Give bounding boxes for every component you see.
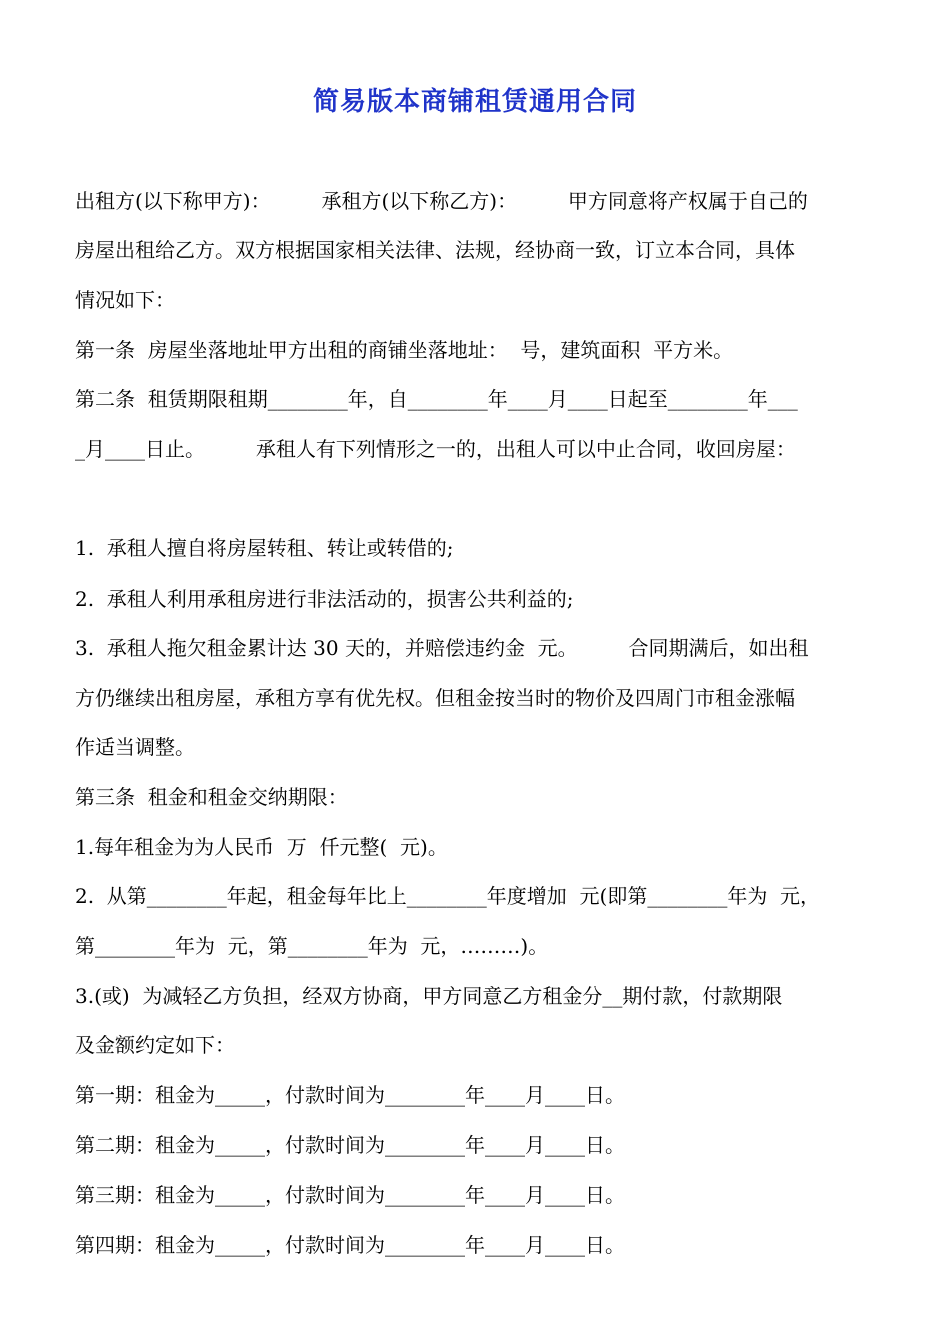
article-2-line: 第二条 租赁期限租期________年，自________年____月____日起至________年___ bbox=[75, 387, 798, 411]
installment-line: 第二期：租金为_____，付款时间为________年____月____日。 bbox=[75, 1133, 625, 1157]
list-item: 1.每年租金为为人民币 万 仟元整( 元)。 bbox=[75, 835, 448, 859]
installment-line: 第三期：租金为_____，付款时间为________年____月____日。 bbox=[75, 1183, 625, 1207]
paragraph-line: 作适当调整。 bbox=[75, 735, 195, 759]
installment-line: 第一期：租金为_____，付款时间为________年____月____日。 bbox=[75, 1083, 625, 1107]
list-item: 3. 承租人拖欠租金累计达 30 天的，并赔偿违约金 元。 合同期满后，如出租 bbox=[75, 636, 809, 660]
installment-line: 第四期：租金为_____，付款时间为________年____月____日。 bbox=[75, 1233, 625, 1257]
paragraph-line: 第________年为 元，第________年为 元，………)。 bbox=[75, 934, 549, 958]
paragraph-line: 情况如下： bbox=[75, 288, 175, 312]
article-3-heading: 第三条 租金和租金交纳期限： bbox=[75, 785, 348, 809]
list-item: 2. 承租人利用承租房进行非法活动的，损害公共利益的; bbox=[75, 587, 574, 611]
list-item: 3.(或) 为减轻乙方负担，经双方协商，甲方同意乙方租金分__期付款，付款期限 bbox=[75, 984, 783, 1008]
paragraph-line: 及金额约定如下： bbox=[75, 1033, 235, 1057]
document-title: 简易版本商铺租赁通用合同 bbox=[312, 87, 637, 117]
paragraph-line: 方仍继续出租房屋，承租方享有优先权。但租金按当时的物价及四周门市租金涨幅 bbox=[75, 686, 795, 710]
paragraph-line: 出租方(以下称甲方)： 承租方(以下称乙方)： 甲方同意将产权属于自己的 bbox=[75, 189, 808, 213]
article-2-line: _月____日止。 承租人有下列情形之一的，出租人可以中止合同，收回房屋： bbox=[75, 437, 796, 461]
article-1-line: 第一条 房屋坐落地址甲方出租的商铺坐落地址： 号，建筑面积 平方米。 bbox=[75, 338, 734, 362]
paragraph-line: 房屋出租给乙方。双方根据国家相关法律、法规，经协商一致，订立本合同，具体 bbox=[75, 238, 795, 262]
list-item: 1. 承租人擅自将房屋转租、转让或转借的; bbox=[75, 536, 454, 560]
list-item: 2. 从第________年起，租金每年比上________年度增加 元(即第________年为 元， bbox=[75, 884, 821, 908]
